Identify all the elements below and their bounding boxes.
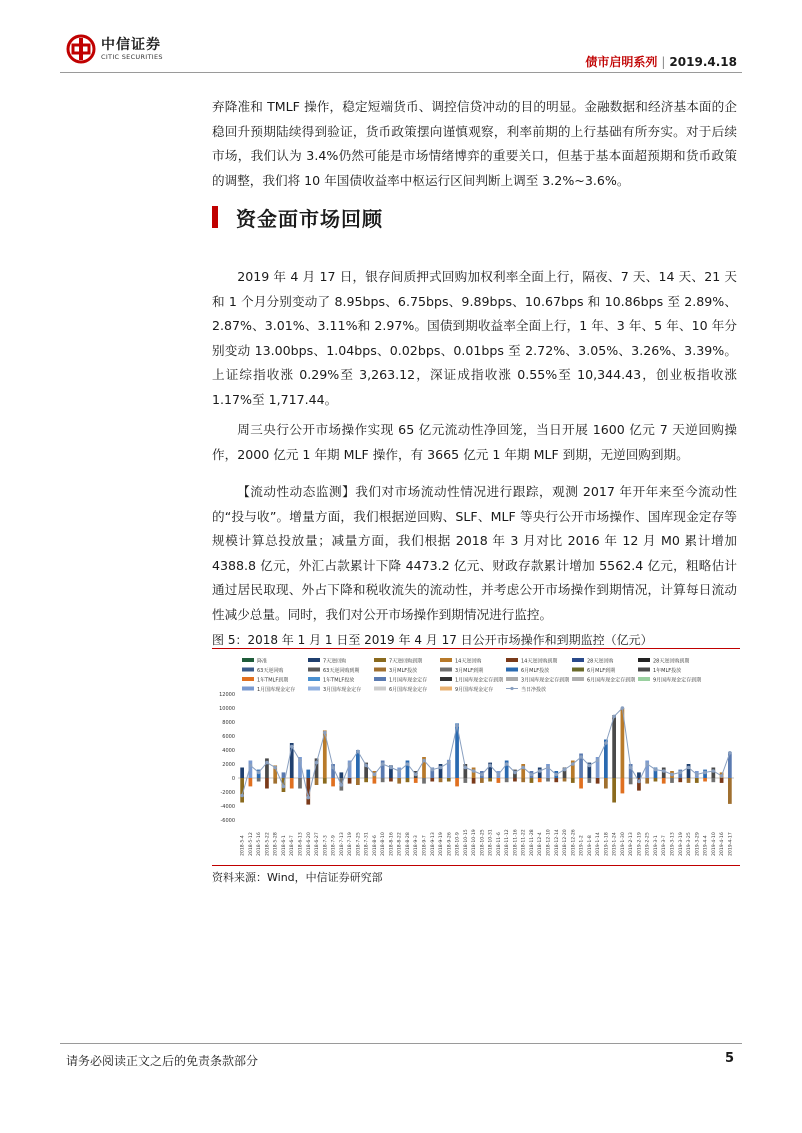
y-tick-label: 12000 xyxy=(219,692,235,698)
legend-label: 63天逆回购 xyxy=(257,668,284,674)
bar-maturity xyxy=(290,778,294,789)
legend-label: 1月国库现金定存 xyxy=(389,677,428,684)
net-injection-point xyxy=(273,766,277,770)
legend-swatch xyxy=(572,658,584,662)
net-injection-point xyxy=(546,766,550,770)
net-injection-point xyxy=(422,759,426,763)
net-injection-point xyxy=(621,706,625,710)
legend-swatch xyxy=(374,687,386,691)
net-injection-point xyxy=(563,768,567,772)
section-title: 资金面市场回顾 xyxy=(236,206,383,231)
net-injection-point xyxy=(323,731,327,735)
legend-label: 6月国库现金定存到期 xyxy=(587,677,636,684)
page-header xyxy=(0,0,802,80)
legend-swatch xyxy=(572,668,584,672)
net-injection-point xyxy=(414,773,418,777)
series-separator: | xyxy=(661,55,666,69)
net-injection-point xyxy=(695,773,699,777)
net-injection-point xyxy=(298,759,302,763)
net-injection-point xyxy=(430,768,434,772)
x-tick-label: 2018-11-6 xyxy=(496,832,502,856)
legend-swatch xyxy=(638,658,650,662)
bar-maturity xyxy=(695,778,699,783)
bar-maturity xyxy=(323,778,327,784)
y-tick-label: 2000 xyxy=(222,762,235,768)
paragraph-policy-outlook: 弃降准和 TMLF 操作，稳定短端货币、调控信贷冲动的目的明显。金融数据和经济基本面的企稳回升预期陆续得到验证，货币政策摆向谨慎观察，利率前期的上行基础有所夯实。对于后续市场，我们认为 3.4%仍然可能是市场情绪博弈的重要关口，但基于基本面超预期和货币政策的调整，我们将 10 年国债收益率中枢运行区间判断上调至 3.2%~3.6%。 xyxy=(212,99,737,188)
net-injection-point xyxy=(654,768,658,772)
bar-maturity xyxy=(546,778,550,782)
x-tick-label: 2019-4-10 xyxy=(711,832,717,856)
x-tick-label: 2019-1-30 xyxy=(620,832,626,856)
x-tick-label: 2018-8-6 xyxy=(372,835,378,856)
figure-top-rule xyxy=(212,648,740,649)
x-tick-label: 2018-6-7 xyxy=(290,835,296,856)
x-tick-label: 2018-5-16 xyxy=(257,832,263,856)
legend-label: 降准 xyxy=(257,658,268,665)
net-injection-point xyxy=(447,761,451,765)
bar-maturity xyxy=(497,778,501,783)
bar-maturity xyxy=(397,778,401,784)
net-injection-point xyxy=(315,761,319,765)
net-injection-point xyxy=(571,762,575,766)
x-tick-label: 2019-1-2 xyxy=(579,835,585,856)
net-injection-point xyxy=(240,794,244,798)
net-injection-point xyxy=(720,774,724,778)
legend-label: 9月国库现金定存到期 xyxy=(653,677,702,684)
x-tick-label: 2018-8-16 xyxy=(389,832,395,856)
net-injection-point xyxy=(249,764,253,768)
bar-maturity xyxy=(513,778,517,782)
bar-maturity xyxy=(348,778,352,784)
net-injection-point xyxy=(373,773,377,777)
net-injection-point xyxy=(703,771,707,775)
bar-maturity xyxy=(463,778,467,783)
bar-maturity xyxy=(621,778,625,793)
net-injection-point xyxy=(521,766,525,770)
legend-swatch xyxy=(440,658,452,662)
bar-maturity xyxy=(687,778,691,783)
bar-maturity xyxy=(373,778,377,784)
net-injection-point xyxy=(629,766,633,770)
y-tick-label: 0 xyxy=(231,776,235,782)
net-injection-point xyxy=(662,769,666,773)
legend-swatch xyxy=(506,668,518,672)
legend-label: 14天逆回购 xyxy=(455,658,482,665)
legend-label: 3月国库现金定存 xyxy=(323,687,362,693)
bar-maturity xyxy=(505,778,509,782)
y-tick-label: -4000 xyxy=(220,804,235,810)
x-tick-label: 2018-6-20 xyxy=(306,832,312,856)
legend-label: 1月国库现金定存到期 xyxy=(455,677,504,684)
bar-maturity xyxy=(298,778,302,789)
legend-swatch xyxy=(242,668,254,672)
net-injection-point xyxy=(538,769,542,773)
figure-bottom-rule xyxy=(212,865,740,866)
net-injection-point xyxy=(554,773,558,777)
legend-swatch xyxy=(308,677,320,681)
x-tick-label: 2019-1-8 xyxy=(587,835,593,856)
net-injection-point xyxy=(406,762,410,766)
net-injection-point xyxy=(637,780,641,784)
x-tick-label: 2018-12-14 xyxy=(554,829,560,856)
x-tick-label: 2019-1-18 xyxy=(604,832,610,856)
bar-maturity xyxy=(331,778,335,786)
net-injection-point xyxy=(588,764,592,768)
x-tick-label: 2018-7-3 xyxy=(323,835,329,856)
legend-swatch xyxy=(242,658,254,662)
legend-swatch xyxy=(506,658,518,662)
x-tick-label: 2018-10-15 xyxy=(463,829,469,856)
y-tick-label: 10000 xyxy=(219,706,235,712)
x-tick-label: 2018-12-26 xyxy=(571,829,577,856)
net-injection-point xyxy=(389,766,393,770)
x-tick-label: 2018-8-10 xyxy=(381,832,387,856)
legend-label: 3月MLF到期 xyxy=(455,668,484,674)
net-injection-point xyxy=(505,762,509,766)
net-injection-point xyxy=(265,761,269,765)
x-tick-label: 2019-2-13 xyxy=(629,832,635,856)
x-tick-label: 2018-9-19 xyxy=(439,832,445,856)
x-tick-label: 2018-10-25 xyxy=(480,829,486,856)
y-tick-label: -6000 xyxy=(220,818,235,824)
legend-label: 7天逆回购 xyxy=(323,658,347,665)
bar-injection xyxy=(637,772,641,778)
x-tick-label: 2018-8-28 xyxy=(405,832,411,856)
net-injection-point xyxy=(480,773,484,777)
bar-maturity xyxy=(654,778,658,782)
x-tick-label: 2018-9-7 xyxy=(422,835,428,856)
citic-logo-icon xyxy=(66,34,96,64)
legend-label: 3月MLF投放 xyxy=(389,668,418,674)
net-injection-point xyxy=(455,724,459,728)
net-injection-point xyxy=(397,769,401,773)
x-tick-label: 2018-6-1 xyxy=(281,835,287,856)
logo-cn-text: 中信证券 xyxy=(101,36,161,53)
bar-maturity xyxy=(480,778,484,783)
x-tick-label: 2018-6-13 xyxy=(298,832,304,856)
bar-maturity xyxy=(579,778,583,789)
bar-maturity xyxy=(612,778,616,803)
legend-label: 6月国库现金定存 xyxy=(389,687,428,693)
x-tick-label: 2018-5-22 xyxy=(265,832,271,856)
y-tick-label: -2000 xyxy=(220,790,235,796)
x-tick-label: 2019-3-7 xyxy=(662,835,668,856)
section-marker xyxy=(212,206,218,228)
x-tick-label: 2019-4-17 xyxy=(728,832,734,856)
legend-swatch xyxy=(308,687,320,691)
bar-maturity xyxy=(472,778,476,784)
legend-swatch xyxy=(572,677,584,681)
bar-maturity xyxy=(488,778,492,782)
net-injection-point xyxy=(604,741,608,745)
legend-swatch xyxy=(308,658,320,662)
x-tick-label: 2019-4-16 xyxy=(720,832,726,856)
legend-swatch xyxy=(506,677,518,681)
x-tick-label: 2018-7-13 xyxy=(339,832,345,856)
legend-swatch xyxy=(440,668,452,672)
figure-source: 资料来源：Wind，中信证券研究部 xyxy=(212,871,383,884)
x-tick-label: 2018-9-13 xyxy=(430,832,436,856)
legend-label: 1年TMLF到期 xyxy=(257,677,289,684)
bar-maturity xyxy=(554,778,558,782)
legend-swatch xyxy=(374,677,386,681)
bar-maturity xyxy=(315,778,319,785)
bar-maturity xyxy=(265,778,269,789)
net-injection-point xyxy=(687,766,691,770)
net-injection-point xyxy=(439,766,443,770)
bar-maturity xyxy=(406,778,410,782)
net-injection-point xyxy=(356,750,360,754)
legend-label: 9月国库现金定存 xyxy=(455,687,494,693)
figure-chart xyxy=(212,652,740,864)
bar-maturity xyxy=(455,778,459,786)
header-divider xyxy=(60,72,742,73)
bar-maturity xyxy=(596,778,600,784)
net-injection-point xyxy=(464,766,468,770)
net-injection-point xyxy=(381,762,385,766)
x-tick-label: 2018-10-19 xyxy=(472,829,478,856)
legend-label: 7天逆回购到期 xyxy=(389,658,423,665)
x-tick-label: 2018-11-16 xyxy=(513,829,519,856)
legend-label: 当日净投放 xyxy=(521,687,547,693)
legend-swatch xyxy=(510,687,513,690)
legend-label: 28天逆回购到期 xyxy=(653,658,690,665)
legend-label: 3月国库现金定存到期 xyxy=(521,677,570,684)
net-injection-point xyxy=(728,751,732,755)
x-tick-label: 2018-10-9 xyxy=(455,832,461,856)
figure-title: 图 5：2018 年 1 月 1 日至 2019 年 4 月 17 日公开市场操作和到期监控（亿元） xyxy=(212,633,653,647)
x-tick-label: 2019-1-14 xyxy=(596,832,602,856)
net-injection-point xyxy=(513,771,517,775)
x-tick-label: 2019-3-19 xyxy=(678,832,684,856)
x-tick-label: 2018-7-25 xyxy=(356,832,362,856)
legend-swatch xyxy=(638,668,650,672)
net-injection-point xyxy=(331,766,335,770)
bar-maturity xyxy=(645,778,649,784)
logo-en-text: CITIC SECURITIES xyxy=(101,52,163,61)
x-tick-label: 2018-11-28 xyxy=(529,829,535,856)
bar-maturity xyxy=(563,778,567,782)
bar-injection xyxy=(282,772,286,778)
legend-label: 1年MLF投放 xyxy=(653,668,682,674)
bar-maturity xyxy=(703,778,707,782)
bar-maturity xyxy=(447,778,451,782)
bar-maturity xyxy=(587,778,591,783)
net-injection-point xyxy=(612,715,616,719)
bar-injection xyxy=(240,768,244,779)
x-tick-label: 2018-5-4 xyxy=(240,835,246,856)
net-injection-point xyxy=(596,759,600,763)
series-name: 债市启明系列 xyxy=(585,55,658,69)
legend-label: 1月国库现金定存 xyxy=(257,687,296,693)
net-injection-point xyxy=(472,769,476,773)
bar-maturity xyxy=(711,778,715,782)
legend-swatch xyxy=(374,668,386,672)
legend-label: 28天逆回购 xyxy=(587,658,614,665)
legend-swatch xyxy=(440,677,452,681)
legend-swatch xyxy=(440,687,452,691)
bar-maturity xyxy=(356,778,360,785)
bar-maturity xyxy=(430,778,434,782)
x-tick-label: 2018-7-19 xyxy=(348,832,354,856)
y-tick-label: 6000 xyxy=(222,734,235,740)
report-date: 2019.4.18 xyxy=(669,55,737,69)
y-tick-label: 4000 xyxy=(222,748,235,754)
x-tick-label: 2018-7-9 xyxy=(331,835,337,856)
bar-maturity xyxy=(389,778,393,782)
x-tick-label: 2018-6-27 xyxy=(315,832,321,856)
x-tick-label: 2018-12-20 xyxy=(563,829,569,856)
footer-divider xyxy=(60,1043,742,1044)
x-tick-label: 2018-9-3 xyxy=(414,835,420,856)
x-tick-label: 2018-11-22 xyxy=(521,829,527,856)
footer-disclaimer: 请务必阅读正文之后的免责条款部分 xyxy=(66,1054,259,1068)
bar-maturity xyxy=(257,778,261,782)
net-injection-point xyxy=(579,755,583,759)
net-injection-point xyxy=(670,773,674,777)
bar-maturity xyxy=(381,778,385,782)
net-injection-point xyxy=(306,796,310,800)
x-tick-label: 2019-3-1 xyxy=(653,835,659,856)
net-injection-point xyxy=(340,783,344,787)
x-tick-label: 2018-12-4 xyxy=(538,832,544,856)
bar-maturity xyxy=(422,778,426,784)
x-tick-label: 2018-5-28 xyxy=(273,832,279,856)
bar-maturity xyxy=(720,778,724,783)
net-injection-point xyxy=(488,764,492,768)
bar-injection xyxy=(306,770,310,778)
bar-maturity xyxy=(414,778,418,783)
x-tick-label: 2019-1-24 xyxy=(612,832,618,856)
legend-swatch xyxy=(308,668,320,672)
net-injection-point xyxy=(257,771,261,775)
bar-injection xyxy=(339,772,343,778)
legend-label: 6月MLF投放 xyxy=(521,668,550,674)
bar-maturity xyxy=(538,778,542,782)
x-tick-label: 2019-2-19 xyxy=(637,832,643,856)
omo-chart xyxy=(212,652,740,864)
page-number: 5 xyxy=(724,1051,734,1066)
x-tick-label: 2018-7-31 xyxy=(364,832,370,856)
net-injection-point xyxy=(645,762,649,766)
legend-label: 6月MLF到期 xyxy=(587,668,616,674)
legend-swatch xyxy=(242,687,254,691)
bar-maturity xyxy=(662,778,666,784)
bar-maturity xyxy=(364,778,368,782)
bar-maturity xyxy=(728,778,732,804)
legend-label: 63天逆回购到期 xyxy=(323,668,360,674)
report-series xyxy=(585,53,737,70)
legend-swatch xyxy=(242,677,254,681)
section-heading xyxy=(212,202,383,232)
legend-swatch xyxy=(374,658,386,662)
bar-maturity xyxy=(273,778,277,784)
paragraph-omo: 周三央行公开市场操作实现 65 亿元流动性净回笼，当日开展 1600 亿元 7 天逆回购操作，2000 亿元 1 年期 MLF 操作，有 3665 亿元 1 年期 MLF 到期，无逆回购到期。 xyxy=(212,422,737,462)
x-tick-label: 2018-9-26 xyxy=(447,832,453,856)
bar-injection xyxy=(612,715,616,778)
net-injection-point xyxy=(290,745,294,749)
bar-maturity xyxy=(670,778,674,783)
y-tick-label: 8000 xyxy=(222,720,235,726)
x-tick-label: 2018-5-12 xyxy=(248,832,254,856)
x-tick-label: 2019-3-25 xyxy=(687,832,693,856)
net-injection-point xyxy=(364,764,368,768)
x-tick-label: 2018-8-22 xyxy=(397,832,403,856)
x-tick-label: 2019-2-25 xyxy=(645,832,651,856)
bar-maturity xyxy=(571,778,575,783)
net-injection-point xyxy=(497,773,501,777)
bar-maturity xyxy=(604,778,608,789)
citic-logo xyxy=(66,34,163,64)
x-tick-label: 2019-4-4 xyxy=(703,835,709,856)
legend-label: 14天逆回购到期 xyxy=(521,658,558,665)
bar-maturity xyxy=(629,778,633,784)
bar-maturity xyxy=(439,778,443,782)
legend-label: 1年TMLF投放 xyxy=(323,677,355,684)
x-tick-label: 2018-12-10 xyxy=(546,829,552,856)
net-injection-point xyxy=(530,773,534,777)
x-tick-label: 2019-3-29 xyxy=(695,832,701,856)
net-injection-point xyxy=(348,762,352,766)
net-injection-point xyxy=(678,771,682,775)
x-tick-label: 2018-10-31 xyxy=(488,829,494,856)
bar-maturity xyxy=(521,778,525,782)
bar-maturity xyxy=(249,778,253,786)
net-injection-point xyxy=(712,769,716,773)
bar-maturity xyxy=(530,778,534,783)
paragraph-liquidity-monitor: 【流动性动态监测】我们对市场流动性情况进行跟踪，观测 2017 年开年来至今流动性的“投与收”。增量方面，我们根据逆回购、SLF、MLF 等央行公开市场操作、国库现金定存等规模计算总投放量；减量方面，我们根据 2018 年 3 月对比 2016 年 12 月 M0 累计增加 4388.8 亿元，外汇占款累计下降 4473.2 亿元、财政存款累计增加 5562.4 亿元，粗略估计通过居民取现、外占下降和税收流失的流动性，并考虑公开市场操作到期情况，计算每日流动性减少总量。同时，我们对公开市场操作到期情况进行监控。 xyxy=(212,484,737,622)
bar-maturity xyxy=(678,778,682,782)
x-tick-label: 2018-11-12 xyxy=(505,829,511,856)
paragraph-market-review: 2019 年 4 月 17 日，银存间质押式回购加权利率全面上行，隔夜、7 天、14 天、21 天和 1 个月分别变动了 8.95bps、6.75bps、9.89bps、10.67bps 和 10.86bps 至 2.89%、2.87%、3.01%、3.11%和 2.97%。国债到期收益率全面上行，1 年、3 年、5 年、10 年分别变动 13.00bps、1.04bps、0.02bps、0.01bps 至 2.72%、3.05%、3.26%、3.39%。上证综指收涨 0.29%至 3,263.12，深证成指收涨 0.55%至 10,344.43，创业板指收涨 1.17%至 1,717.44。 xyxy=(212,269,737,407)
legend-swatch xyxy=(638,677,650,681)
x-tick-label: 2019-3-13 xyxy=(670,832,676,856)
net-injection-point xyxy=(282,785,286,789)
